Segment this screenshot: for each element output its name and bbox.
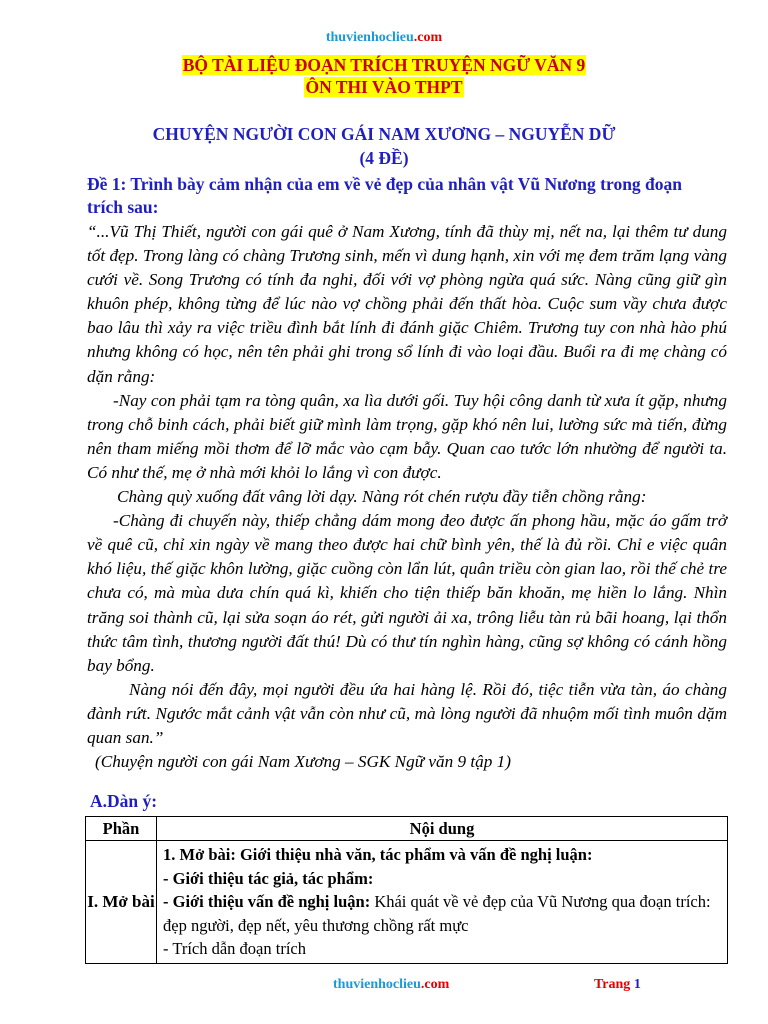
content-line-3-text: Khái quát về vẻ đẹp của Vũ Nương qua đoạn trích: đẹp người, đẹp nết, yêu thương chồng rất mực [163,892,711,935]
excerpt-paragraph-1: “...Vũ Thị Thiết, người con gái quê ở Nam Xương, tính đã thùy mị, nết na, lại thêm tư dung tốt đẹp. Trong làng có chàng Trương sinh, mến vì dung hạnh, xin với mẹ đem trăm lạng vàng cưới về. Song Trương có tính đa nghi, đối với vợ phòng ngừa quá sức. Nàng cũng giữ gìn khuôn phép, không từng để lúc nào vợ chồng phải đến thất hòa. Cuộc sum vầy chưa được bao lâu thì xảy ra việc triều đình bắt lính đi đánh giặc Chiêm. Trương tuy con nhà hào phú nhưng không có học, nên tên phải ghi trong sổ lính đi vào loại đầu. Buổi ra đi mẹ chàng có dặn rằng: [87,222,727,386]
title-line1-text: BỘ TÀI LIỆU ĐOẠN TRÍCH TRUYỆN NGỮ VĂN 9 [182,55,586,75]
column-header-part: Phần [86,817,157,841]
document-title-line1 [0,54,768,76]
question-line2: trích sau: [87,197,159,217]
excerpt-paragraph-2: -Nay con phải tạm ra tòng quân, xa lìa dưới gối. Tuy hội công danh từ xưa ít gặp, nhưng trong chỗ binh cách, phải biết giữ mình làm trọng, gặp khó nên lui, lường sức mà tiến, đừng nên tham miếng mồi thơm để lỡ mắc vào cạm bẫy. Quan cao tước lớn nhường để người ta. Có như thế, mẹ ở nhà mới khỏi lo lắng vì con được. [87,390,727,482]
page-number [594,977,641,993]
excerpt [87,220,727,774]
content-line-1: 1. Mở bài: Giới thiệu nhà văn, tác phẩm và vấn đề nghị luận: [163,845,593,864]
content-line-3 [163,890,721,937]
excerpt-source: (Chuyện người con gái Nam Xương – SGK Ngữ văn 9 tập 1) [95,752,511,772]
outline-table [85,816,728,964]
work-title: CHUYỆN NGƯỜI CON GÁI NAM XƯƠNG – NGUYỄN DỮ [152,124,616,144]
table-header-row [86,817,728,841]
site-header[interactable] [0,30,768,46]
question-count: (4 ĐỀ) [359,148,409,168]
site-tld: .com [413,30,443,45]
excerpt-paragraph-3: Chàng quỳ xuống đất vâng lời dạy. Nàng rót chén rượu đầy tiễn chồng rằng: [117,487,647,507]
footer-site-link[interactable] [333,977,449,993]
row-part-label: I. Mở bài [86,841,157,964]
content-line-4: - Trích dẫn đoạn trích [163,939,306,958]
page-number-value: 1 [633,977,641,992]
question-line1: Đề 1: Trình bày cảm nhận của em về vẻ đẹp của nhân vật Vũ Nương trong đoạn [87,174,683,194]
column-header-content: Nội dung [157,817,728,841]
outline-heading: A.Dàn ý: [90,791,158,811]
site-name: thuvienhoclieu [325,30,414,45]
row-content [157,841,728,964]
table-row [86,841,728,964]
page-label: Trang [594,977,634,992]
content-line-2: - Giới thiệu tác giả, tác phẩm: [163,868,374,888]
title-line2-text: ÔN THI VÀO THPT [305,77,463,97]
footer-site-name: thuvienhoclieu [333,977,421,992]
excerpt-paragraph-4: -Chàng đi chuyến này, thiếp chẳng dám mong đeo được ấn phong hầu, mặc áo gấm trở về quê cũ, chỉ xin ngày về mang theo được hai chữ bình yên, thế là đủ rồi. Chỉ e việc quân khó liệu, thế giặc khôn lường, giặc cuồng còn lẩn lút, quân triều còn gian lao, rồi thế chẻ tre chưa có, mà mùa dưa chín quá kì, khiến cho tiện thiếp băn khoăn, mẹ hiền lo lắng. Nhìn trăng soi thành cũ, lại sửa soạn áo rét, gửi người ải xa, trông liễu tàn rủ bãi hoang, lại thổn thức tâm tình, thương người đất thú! Dù có thư tín nghìn hàng, cũng sợ không có cánh hồng bay bổng. [87,511,727,675]
document-title-line2 [0,76,768,98]
footer-site-tld: .com [420,977,450,992]
excerpt-paragraph-5: Nàng nói đến đây, mọi người đều ứa hai hàng lệ. Rồi đó, tiệc tiễn vừa tàn, áo chàng đành rứt. Ngước mắt cảnh vật vẫn còn như cũ, mà lòng người đã nhuộm mối tình muôn dặm quan san.” [87,679,727,747]
content-line-3-label: - Giới thiệu vấn đề nghị luận: [163,892,371,911]
